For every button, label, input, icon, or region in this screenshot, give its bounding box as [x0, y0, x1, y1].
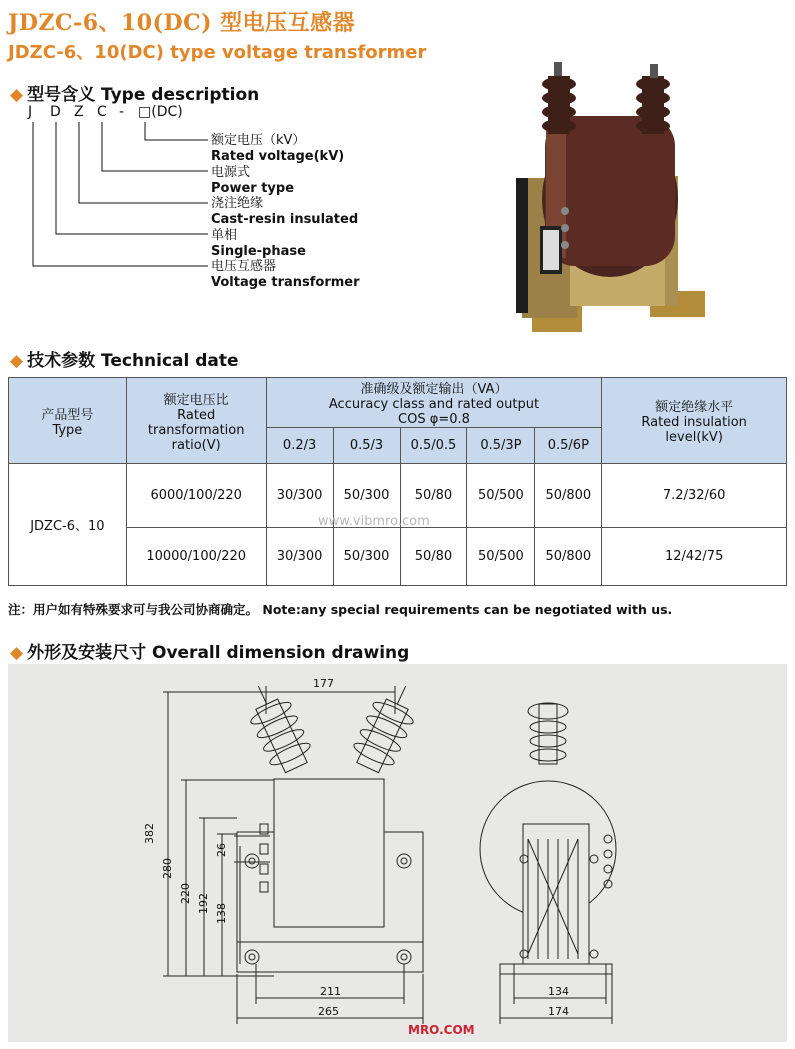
desc-single-cn: 单相	[211, 228, 238, 243]
class-header: 0.2/3	[266, 428, 333, 464]
note: 注：用户如有特殊要求可与我公司协商确定。 Note:any special requirements can be negotiated with us.	[8, 602, 673, 617]
dim-382: 382	[143, 823, 156, 844]
dim-192: 192	[197, 893, 210, 914]
desc-voltage-cn: 额定电压（kV）	[211, 133, 306, 148]
line-voltage	[145, 122, 208, 140]
type-cell: JDZC-6、10	[9, 464, 127, 586]
header-type	[9, 378, 127, 464]
drawing-heading	[10, 638, 409, 663]
technical-heading-text: 技术参数 Technical date	[27, 351, 239, 371]
technical-heading	[10, 346, 239, 371]
code-letter-z: Z	[74, 104, 84, 120]
logo-text: MRO.COM	[408, 1023, 475, 1037]
header-ratio-en1: Rated	[177, 407, 216, 423]
line-power	[102, 122, 208, 171]
dim-265: 265	[318, 1005, 339, 1018]
output-cell: 50/300	[333, 528, 400, 586]
output-cell: 50/500	[467, 528, 535, 586]
dim-26: 26	[215, 843, 228, 857]
line-transformer	[33, 122, 208, 266]
header-insulation-en2: level(kV)	[665, 430, 723, 445]
output-cell: 30/300	[266, 528, 333, 586]
output-cell: 50/500	[467, 464, 535, 528]
desc-cast-en: Cast-resin insulated	[211, 212, 359, 227]
dimension-drawing	[8, 664, 787, 1042]
desc-transformer-cn: 电压互感器	[211, 259, 277, 274]
desc-single-en: Single-phase	[211, 244, 306, 259]
class-header: 0.5/3P	[467, 428, 535, 464]
insulation-cell: 12/42/75	[602, 528, 787, 586]
page-title-en: JDZC-6、10(DC) type voltage transformer	[8, 42, 427, 63]
diamond-bullet-icon: ◆	[10, 85, 24, 105]
diamond-bullet-icon: ◆	[10, 643, 24, 663]
dim-134: 134	[548, 985, 569, 998]
class-header: 0.5/3	[333, 428, 400, 464]
ratio-cell: 6000/100/220	[126, 464, 266, 528]
output-cell: 50/800	[535, 528, 602, 586]
header-type-cn: 产品型号	[41, 407, 94, 423]
header-insulation-en1: Rated insulation	[641, 415, 747, 430]
header-accuracy-cn: 准确级及额定输出（VA）	[360, 382, 508, 397]
output-cell: 50/80	[400, 528, 467, 586]
header-ratio	[126, 378, 266, 464]
code-voltage: □(DC)	[138, 104, 183, 120]
page-title-cn: JDZC-6、10(DC) 型电压互感器	[8, 10, 356, 36]
class-header: 0.5/6P	[535, 428, 602, 464]
type-description-heading-text: 型号含义 Type description	[27, 85, 260, 105]
watermark: www.vibmro.com	[318, 514, 430, 529]
header-insulation	[602, 378, 787, 464]
desc-voltage-en: Rated voltage(kV)	[211, 149, 345, 164]
output-cell: 30/300	[266, 464, 333, 528]
header-insulation-cn: 额定绝缘水平	[655, 400, 734, 415]
insulation-cell: 7.2/32/60	[602, 464, 787, 528]
diamond-bullet-icon: ◆	[10, 351, 24, 371]
header-accuracy-cos: COS φ=0.8	[398, 412, 470, 427]
header-type-en: Type	[52, 422, 83, 438]
header-ratio-cn: 额定电压比	[163, 392, 229, 408]
header-ratio-en2: transformation	[147, 422, 245, 438]
dim-177: 177	[313, 677, 334, 690]
header-ratio-en3: ratio(V)	[171, 437, 221, 453]
desc-power-cn: 电源式	[211, 165, 251, 180]
dim-280: 280	[161, 858, 174, 879]
code-letter-c: C	[97, 104, 107, 120]
output-cell: 50/800	[535, 464, 602, 528]
code-letter-j: J	[28, 104, 33, 120]
output-cell: 50/80	[400, 464, 467, 528]
ratio-cell: 10000/100/220	[126, 528, 266, 586]
desc-power-en: Power type	[211, 181, 295, 196]
dim-211: 211	[320, 985, 341, 998]
line-cast	[79, 122, 208, 203]
desc-transformer-en: Voltage transformer	[211, 275, 360, 290]
class-header: 0.5/0.5	[400, 428, 467, 464]
dim-174: 174	[548, 1005, 569, 1018]
code-letter-d: D	[50, 104, 61, 120]
dim-220: 220	[179, 883, 192, 904]
spec-table	[8, 377, 787, 586]
header-accuracy-en: Accuracy class and rated output	[328, 397, 540, 412]
code-dash: -	[119, 104, 125, 120]
product-photo	[510, 56, 710, 341]
header-accuracy	[266, 378, 602, 428]
output-cell: 50/300	[333, 464, 400, 528]
dim-138: 138	[215, 903, 228, 924]
drawing-heading-text: 外形及安装尺寸 Overall dimension drawing	[27, 643, 410, 663]
desc-cast-cn: 浇注绝缘	[211, 196, 264, 211]
